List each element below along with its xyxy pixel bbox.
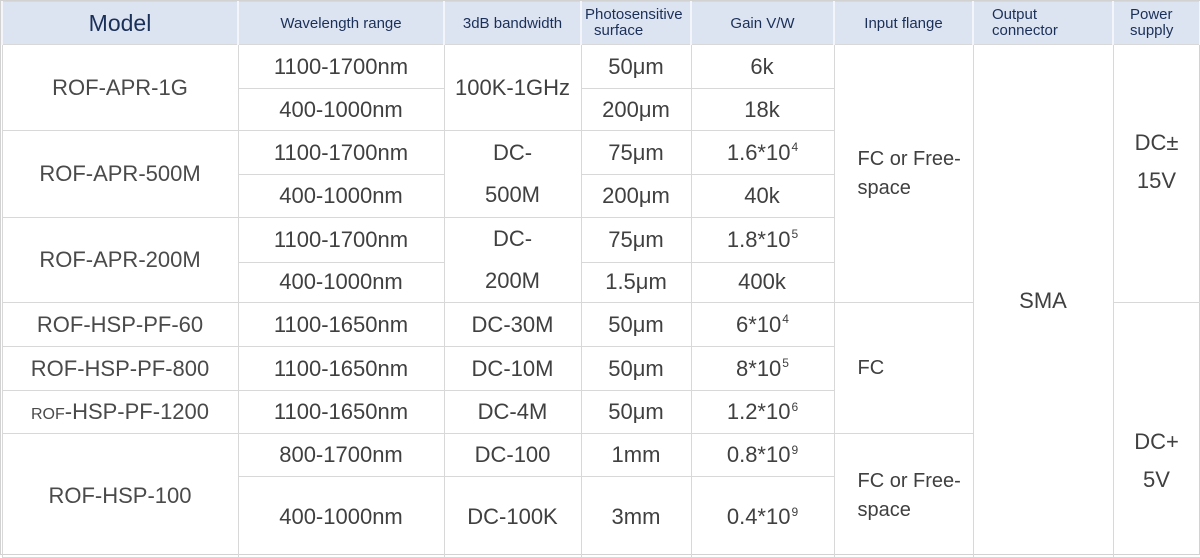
header-input-flange: Input flange bbox=[834, 2, 973, 45]
gain-value: 1.6*10 bbox=[726, 139, 791, 165]
surface-cell: 1.5μm bbox=[581, 262, 691, 302]
gain-exponent: 6 bbox=[791, 399, 799, 414]
gain-cell bbox=[691, 303, 834, 347]
gain-exponent: 4 bbox=[791, 140, 799, 155]
surface-cell: 1mm bbox=[581, 434, 691, 477]
surface-cell: 50μm bbox=[581, 45, 691, 89]
wavelength-cell: 400-1000nm bbox=[238, 262, 444, 302]
surface-cell: 50μm bbox=[581, 391, 691, 434]
wavelength-cell: 1100-1700nm bbox=[238, 218, 444, 263]
power-supply-cell bbox=[1113, 303, 1200, 558]
bandwidth-cell bbox=[444, 131, 581, 218]
model-cell: ROF-HSP-100 bbox=[2, 434, 238, 558]
bandwidth-cell bbox=[444, 218, 581, 303]
power-line: 5V bbox=[1143, 467, 1170, 492]
gain-exponent: 5 bbox=[791, 227, 799, 242]
power-supply-cell bbox=[1113, 45, 1200, 303]
gain-cell bbox=[691, 391, 834, 434]
surface-cell: 200μm bbox=[581, 175, 691, 218]
gain-value: 40k bbox=[744, 183, 780, 208]
header-output-connector bbox=[973, 2, 1113, 45]
input-flange-cell: FC or Free-space bbox=[834, 434, 973, 558]
header-power-supply bbox=[1113, 2, 1200, 45]
header-gain: Gain V/W bbox=[691, 2, 834, 45]
wavelength-cell: 1100-1650nm bbox=[238, 391, 444, 434]
gain-value: 0.8*10 bbox=[726, 442, 791, 467]
gain-cell bbox=[691, 89, 834, 131]
gain-cell bbox=[691, 175, 834, 218]
power-line: DC± bbox=[1134, 129, 1179, 155]
header-line: Photosensitive bbox=[585, 6, 683, 23]
gain-value: 8*10 bbox=[736, 355, 782, 381]
model-cell: ROF-HSP-PF-60 bbox=[2, 303, 238, 347]
wavelength-cell: 1100-1700nm bbox=[238, 131, 444, 175]
header-line: Output bbox=[992, 6, 1038, 23]
gain-cell bbox=[691, 347, 834, 391]
wavelength-cell: 800-1700nm bbox=[238, 434, 444, 477]
header-3db-bandwidth: 3dB bandwidth bbox=[444, 2, 581, 45]
input-flange-cell: FC bbox=[834, 303, 973, 434]
gain-cell bbox=[691, 45, 834, 89]
gain-cell bbox=[691, 477, 834, 558]
gain-cell bbox=[691, 218, 834, 263]
bandwidth-line: DC- bbox=[492, 140, 533, 165]
gain-value: 400k bbox=[738, 269, 786, 295]
gain-value: 0.4*10 bbox=[726, 504, 791, 529]
header-model: Model bbox=[2, 2, 238, 45]
model-cell: ROF-APR-200M bbox=[2, 218, 238, 303]
gain-exponent: 5 bbox=[782, 356, 789, 371]
wavelength-cell: 400-1000nm bbox=[238, 477, 444, 558]
model-cell: ROF-APR-500M bbox=[2, 131, 238, 218]
header-wavelength-range: Wavelength range bbox=[238, 2, 444, 45]
surface-cell: 75μm bbox=[581, 218, 691, 263]
gain-exponent: 9 bbox=[791, 504, 799, 519]
bandwidth-cell: DC-30M bbox=[444, 303, 581, 347]
gain-cell bbox=[691, 262, 834, 302]
model-cell: ROF-HSP-PF-800 bbox=[2, 347, 238, 391]
gain-value: 6*10 bbox=[736, 311, 782, 337]
model-cell bbox=[2, 391, 238, 434]
gain-exponent: 9 bbox=[791, 442, 799, 457]
bandwidth-line: DC- bbox=[492, 226, 533, 251]
power-line: DC+ bbox=[1134, 429, 1179, 454]
bandwidth-cell: DC-10M bbox=[444, 347, 581, 391]
model-prefix: ROF bbox=[30, 406, 65, 423]
gain-cell bbox=[691, 434, 834, 477]
gain-value: 1.8*10 bbox=[726, 226, 791, 252]
photodetector-spec-table bbox=[1, 1, 1200, 558]
wavelength-cell: 400-1000nm bbox=[238, 89, 444, 131]
wavelength-cell: 1100-1700nm bbox=[238, 45, 444, 89]
header-photosensitive-surface bbox=[581, 2, 691, 45]
header-line: surface bbox=[594, 22, 644, 39]
bandwidth-cell: DC-4M bbox=[444, 391, 581, 434]
gain-value: 18k bbox=[744, 96, 780, 122]
bandwidth-cell: DC-100K bbox=[444, 477, 581, 558]
model-cell: ROF-APR-1G bbox=[2, 45, 238, 131]
surface-cell: 3mm bbox=[581, 477, 691, 558]
surface-cell: 75μm bbox=[581, 131, 691, 175]
gain-value: 6k bbox=[750, 53, 774, 79]
bandwidth-cell: DC-100 bbox=[444, 434, 581, 477]
header-row bbox=[2, 2, 1200, 45]
output-connector-cell: SMA bbox=[973, 45, 1113, 558]
gain-cell bbox=[691, 131, 834, 175]
power-line: 15V bbox=[1136, 167, 1177, 193]
model-rest: -HSP-PF-1200 bbox=[64, 399, 210, 424]
surface-cell: 50μm bbox=[581, 303, 691, 347]
gain-exponent: 4 bbox=[782, 312, 789, 327]
header-line: supply bbox=[1130, 22, 1174, 39]
gain-value: 1.2*10 bbox=[726, 399, 791, 424]
input-flange-cell: FC or Free-space bbox=[834, 45, 973, 303]
surface-cell: 200μm bbox=[581, 89, 691, 131]
bandwidth-line: 500M bbox=[484, 182, 541, 207]
header-line: connector bbox=[992, 22, 1058, 39]
bandwidth-line: 200M bbox=[484, 268, 541, 293]
table-row bbox=[2, 45, 1200, 89]
wavelength-cell: 1100-1650nm bbox=[238, 347, 444, 391]
bandwidth-line: 100K-1GHz bbox=[455, 74, 570, 100]
bandwidth-cell bbox=[444, 45, 581, 131]
surface-cell: 50μm bbox=[581, 347, 691, 391]
wavelength-cell: 400-1000nm bbox=[238, 175, 444, 218]
header-line: Power bbox=[1130, 6, 1173, 23]
wavelength-cell: 1100-1650nm bbox=[238, 303, 444, 347]
